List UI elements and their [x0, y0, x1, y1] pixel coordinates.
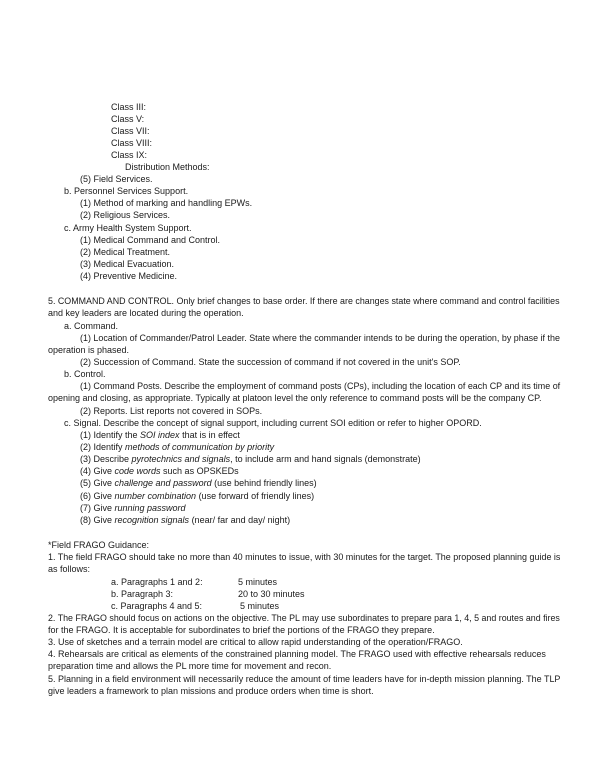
- guide-time-2: 20 to 30 minutes: [238, 589, 305, 599]
- health-system-heading: c. Army Health System Support.: [64, 223, 192, 233]
- frago-para-4-line-1: 4. Rehearsals are critical as elements of the constrained planning model. The FRAGO used with effective rehearsals reduces: [48, 649, 546, 659]
- signal-item-2: (2) Identify methods of communication by priority: [80, 442, 275, 452]
- religious-services-line: (2) Religious Services.: [80, 210, 171, 220]
- frago-para-2-line-2: for the FRAGO. It is acceptable for subordinates to brief the portions of the FRAGO they prepare.: [48, 625, 435, 635]
- signal-item-7: (7) Give running password: [80, 503, 186, 513]
- reports-line: (2) Reports. List reports not covered in SOPs.: [80, 406, 263, 416]
- guide-time-1: 5 minutes: [238, 577, 278, 587]
- distribution-methods-line: Distribution Methods:: [125, 162, 210, 172]
- frago-para-5-line-2: give leaders a framework to plan missions and produce orders when time is short.: [48, 686, 374, 696]
- location-commander-2: operation is phased.: [48, 345, 130, 355]
- command-control-intro-2: and key leaders are located during the operation.: [48, 308, 244, 318]
- signal-item-1: (1) Identify the SOI index that is in effect: [80, 430, 240, 440]
- guide-label-3: c. Paragraphs 4 and 5:: [111, 601, 203, 611]
- command-posts-2: opening and closing, as appropriate. Typically at platoon level the only reference to command posts will be the company CP.: [48, 393, 542, 403]
- medical-treatment-line: (2) Medical Treatment.: [80, 247, 171, 257]
- class-5-line: Class V:: [111, 114, 145, 124]
- signal-item-4: (4) Give code words such as OPSKEDs: [80, 466, 239, 476]
- command-control-intro-1: 5. COMMAND AND CONTROL. Only brief changes to base order. If there are changes state where command and control facilities: [48, 296, 560, 306]
- class-9-line: Class IX:: [111, 150, 148, 160]
- personnel-services-heading: b. Personnel Services Support.: [64, 186, 189, 196]
- epw-line: (1) Method of marking and handling EPWs.: [80, 198, 253, 208]
- frago-para-5-line-1: 5. Planning in a field environment will necessarily reduce the amount of time leaders have for in-depth mission planning. The TLP: [48, 674, 561, 684]
- frago-para-2-line-1: 2. The FRAGO should focus on actions on the objective. The PL may use subordinates to prepare para 1, 4, 5 and routes and fires: [48, 613, 560, 623]
- frago-para-4-line-2: preparation time and allows the PL more time for movement and recon.: [48, 661, 332, 671]
- guide-label-2: b. Paragraph 3:: [111, 589, 174, 599]
- signal-item-3: (3) Describe pyrotechnics and signals, to include arm and hand signals (demonstrate): [80, 454, 421, 464]
- succession-command: (2) Succession of Command. State the succession of command if not covered in the unit's SOP.: [80, 357, 461, 367]
- command-heading: a. Command.: [64, 321, 119, 331]
- frago-para-1-line-1: 1. The field FRAGO should take no more than 40 minutes to issue, with 30 minutes for the target. The proposed planning guide is: [48, 552, 561, 562]
- guide-label-1: a. Paragraphs 1 and 2:: [111, 577, 203, 587]
- command-posts-1: (1) Command Posts. Describe the employment of command posts (CPs), including the location of each CP and its time of: [80, 381, 561, 391]
- class-3-line: Class III:: [111, 102, 147, 112]
- signal-item-6: (6) Give number combination (use forward of friendly lines): [80, 491, 315, 501]
- preventive-medicine-line: (4) Preventive Medicine.: [80, 271, 178, 281]
- field-services-line: (5) Field Services.: [80, 174, 153, 184]
- signal-heading: c. Signal. Describe the concept of signal support, including current SOI edition or refer to higher OPORD.: [64, 418, 482, 428]
- signal-item-5: (5) Give challenge and password (use behind friendly lines): [80, 478, 317, 488]
- class-8-line: Class VIII:: [111, 138, 153, 148]
- medical-evacuation-line: (3) Medical Evacuation.: [80, 259, 175, 269]
- control-heading: b. Control.: [64, 369, 106, 379]
- class-7-line: Class VII:: [111, 126, 150, 136]
- frago-para-1-line-2: as follows:: [48, 564, 91, 574]
- location-commander-1: (1) Location of Commander/Patrol Leader. State where the commander intends to be during the operation, by phase if the: [80, 333, 560, 343]
- medical-c2-line: (1) Medical Command and Control.: [80, 235, 221, 245]
- guide-time-3: 5 minutes: [240, 601, 280, 611]
- signal-item-8: (8) Give recognition signals (near/ far and day/ night): [80, 515, 291, 525]
- frago-para-3: 3. Use of sketches and a terrain model are critical to allow rapid understanding of the operation/FRAGO.: [48, 637, 463, 647]
- frago-heading: *Field FRAGO Guidance:: [48, 540, 150, 550]
